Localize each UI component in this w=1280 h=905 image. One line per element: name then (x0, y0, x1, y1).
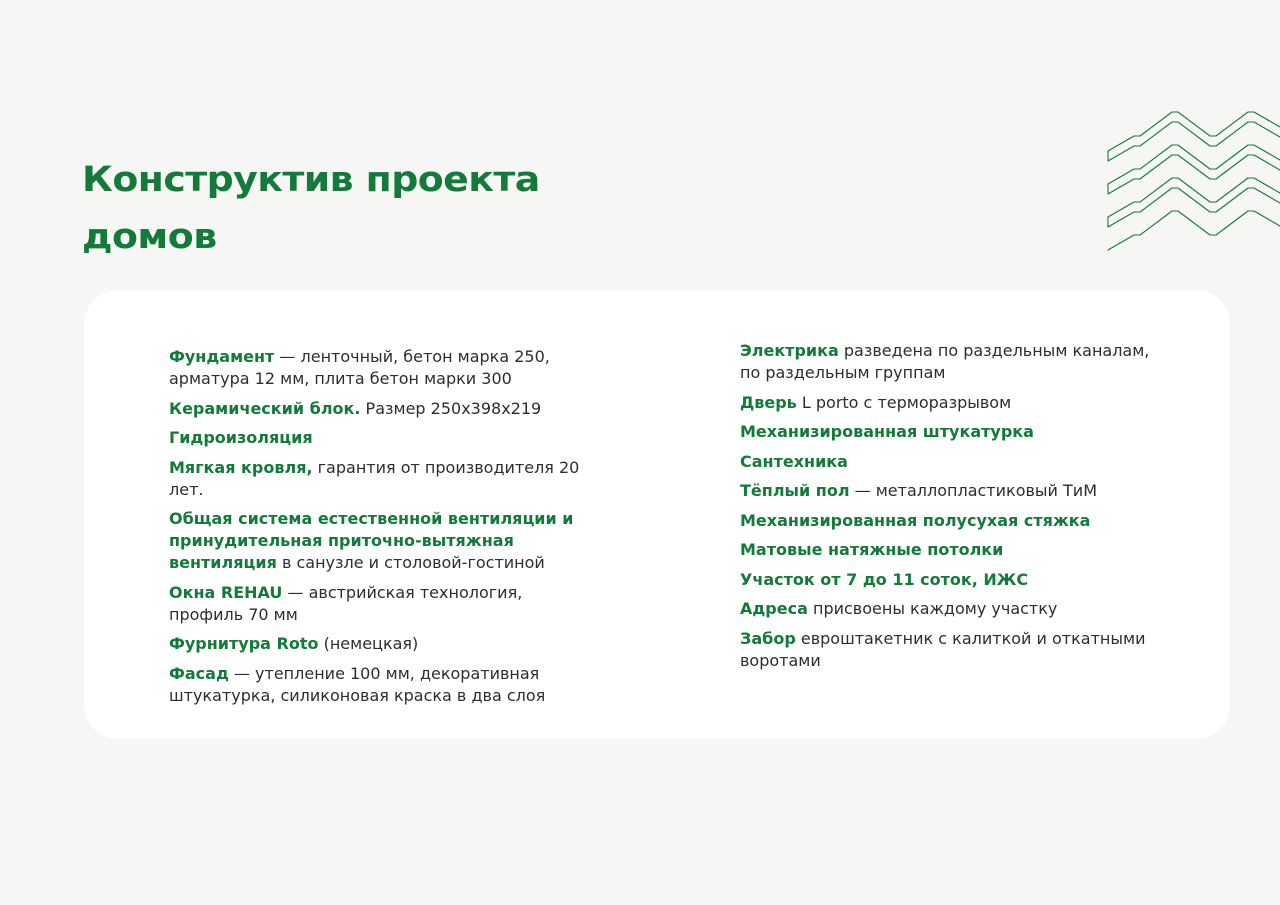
page-title-line-1: Конструктив проекта (82, 160, 540, 200)
specs-column-left (169, 346, 589, 714)
spec-item-floor-heating: Тёплый пол — металлопластиковый ТиМ (740, 481, 1097, 500)
spec-item-ceramic-block: Керамический блок. Размер 250х398х219 (169, 398, 542, 418)
specs-card (84, 290, 1230, 739)
page-title-line-2: домов (82, 217, 217, 257)
spec-item-waterproofing: Гидроизоляция (169, 428, 313, 447)
spec-item-fence: Забор евроштакетник с калиткой и откатными воротами (740, 628, 1146, 670)
spec-item-ventilation: Общая система естественной вентиляции и принудительная приточно-вытяжная вентиляция в санузле и столовой-гостиной (169, 509, 574, 572)
specs-column-right (740, 340, 1170, 679)
spec-item-soft-roof: Мягкая кровля, гарантия от производителя 20 лет. (169, 457, 580, 499)
spec-item-addresses: Адреса присвоены каждому участку (740, 599, 1058, 618)
spec-item-electrics: Электрика разведена по раздельным каналам, по раздельным группам (740, 341, 1150, 382)
spec-item-door: Дверь L porto с терморазрывом (740, 392, 1012, 412)
spec-item-screed: Механизированная полусухая стяжка (740, 510, 1091, 530)
spec-item-ceilings: Матовые натяжные потолки (740, 540, 1004, 559)
spec-item-plot: Участок от 7 до 11 соток, ИЖС (740, 569, 1029, 589)
zigzag-pattern-icon (1104, 106, 1280, 252)
spec-item-fittings: Фурнитура Roto (немецкая) (169, 634, 419, 653)
spec-item-foundation: Фундамент — ленточный, бетон марка 250, арматура 12 мм, плита бетон марки 300 (169, 347, 550, 388)
spec-item-plumbing: Сантехника (740, 451, 848, 471)
page-title (82, 152, 540, 266)
spec-item-windows: Окна REHAU — австрийская технология, профиль 70 мм (169, 582, 523, 624)
spec-item-facade: Фасад — утепление 100 мм, декоративная штукатурка, силиконовая краска в два слоя (169, 663, 546, 705)
spec-item-plaster: Механизированная штукатурка (740, 422, 1034, 441)
